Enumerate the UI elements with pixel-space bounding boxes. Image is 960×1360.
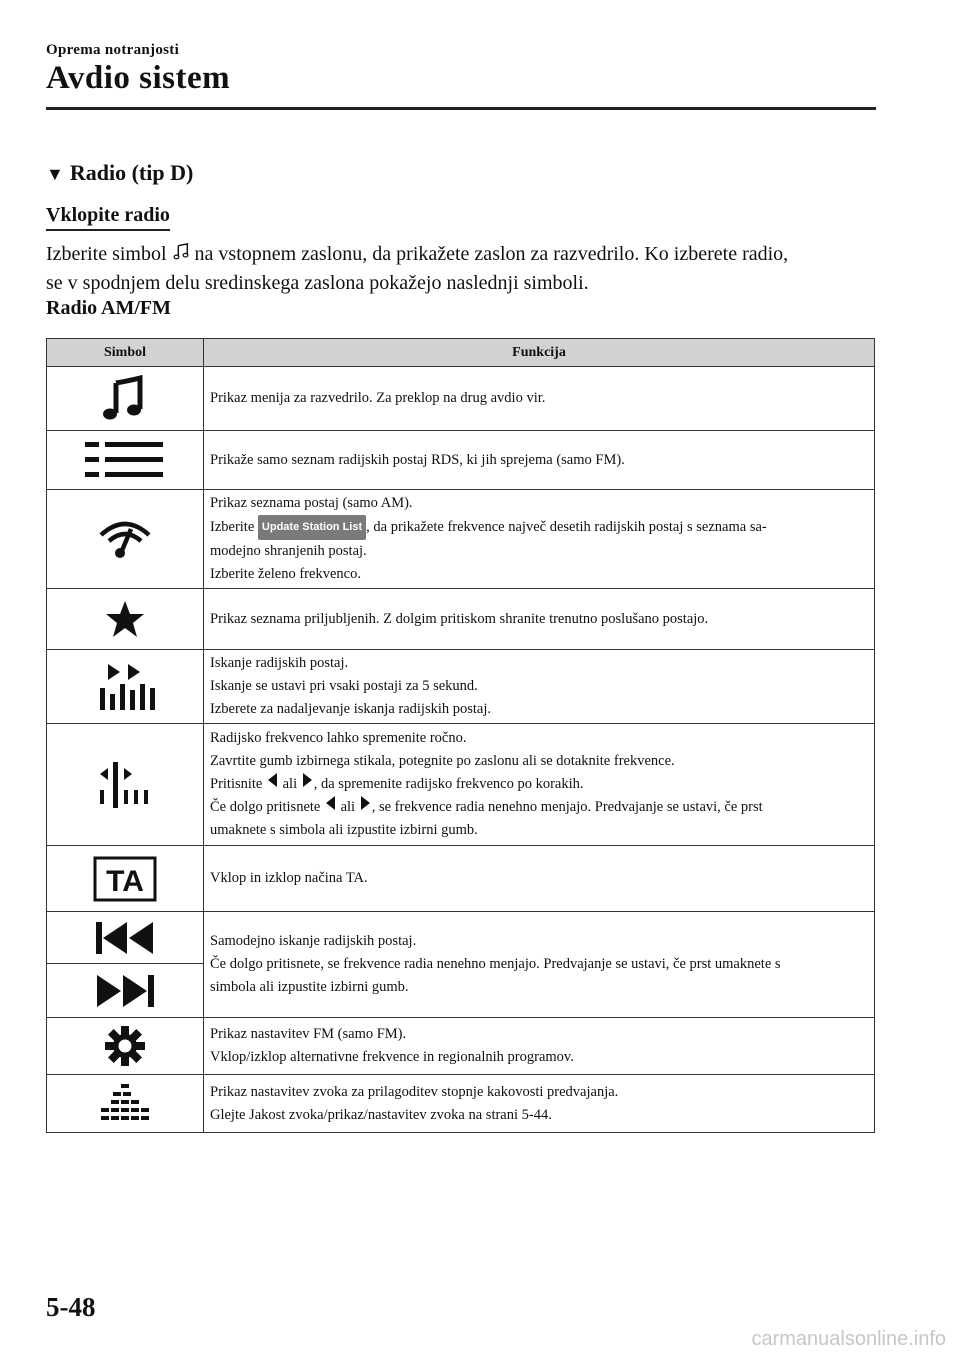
symbol-table xyxy=(46,338,875,1133)
function-text-part: , da prikažete frekvence največ desetih radijskih postaj s seznama sa- xyxy=(366,519,767,535)
function-cell xyxy=(204,490,875,589)
function-text: Vklop/izklop alternativne frekvence in regionalnih programov. xyxy=(210,1049,574,1065)
intro-text-a: Izberite simbol xyxy=(46,243,167,265)
function-text: Prikaz nastavitev zvoka za prilagoditev stopnje kakovosti predvajanja. xyxy=(210,1083,619,1100)
symbol-cell xyxy=(47,1075,204,1133)
function-text: Vklop in izklop načina TA. xyxy=(210,870,368,886)
update-station-list-button[interactable]: Update Station List xyxy=(258,515,366,540)
table-row xyxy=(47,846,875,912)
tuning-icon xyxy=(98,762,152,808)
function-text: Izberete za nadaljevanje iskanja radijskih postaj. xyxy=(210,701,492,717)
skip-back-icon xyxy=(94,920,156,956)
table-header-row xyxy=(47,339,875,367)
function-text: simbola ali izpustite izbirni gumb. xyxy=(210,979,409,995)
music-note-icon xyxy=(172,243,190,261)
table-row xyxy=(47,1075,875,1133)
function-text: Radijsko frekvenco lahko spremenite ročno. xyxy=(210,730,467,746)
section-title-text: Radio (tip D) xyxy=(69,160,194,185)
star-icon xyxy=(105,599,145,639)
function-text-part: , da spremenite radijsko frekvenco po korakih. xyxy=(313,776,584,792)
symbol-cell xyxy=(47,490,204,589)
scan-icon xyxy=(94,662,156,712)
page-number: 5-48 xyxy=(46,1292,96,1322)
gear-icon xyxy=(104,1025,146,1067)
triangle-marker-icon: ▼ xyxy=(46,164,64,184)
function-text-part: Če dolgo pritisnete xyxy=(210,799,324,815)
function-text: Prikaz menija za razvedrilo. Za preklop na drug avdio vir. xyxy=(210,390,546,406)
function-cell xyxy=(204,367,875,431)
function-text: Iskanje radijskih postaj. xyxy=(210,655,349,671)
function-text-part: Pritisnite xyxy=(210,776,266,792)
antenna-signal-icon xyxy=(97,519,153,559)
list-icon xyxy=(85,440,165,480)
function-text: modejno shranjenih postaj. xyxy=(210,543,367,559)
function-text-part: Izberite xyxy=(210,519,258,535)
function-text-part: ali xyxy=(336,799,359,815)
symbol-cell xyxy=(47,846,204,912)
intro-text-b: na vstopnem zaslonu, da prikažete zaslon za razvedrilo. Ko izberete radio, xyxy=(189,243,789,265)
step-down-icon[interactable] xyxy=(268,773,277,787)
ta-icon-text: TA xyxy=(106,864,144,898)
step-up-icon[interactable] xyxy=(361,796,370,810)
sound-settings-icon xyxy=(97,1082,153,1126)
table-row xyxy=(47,724,875,846)
header-divider xyxy=(46,107,876,110)
table-row xyxy=(47,431,875,490)
function-cell xyxy=(204,431,875,490)
function-text: Prikaz seznama postaj (samo AM). xyxy=(210,495,413,511)
ta-icon xyxy=(93,856,157,902)
function-text-part: , se frekvence radia nenehno menjajo. Predvajanje se ustavi, če prst xyxy=(371,799,763,815)
symbol-cell xyxy=(47,650,204,724)
intro-line-2: se v spodnjem delu sredinskega zaslona pokažejo naslednji simboli. xyxy=(46,272,589,294)
intro-line-1 xyxy=(46,240,881,269)
function-text: umaknete s simbola ali izpustite izbirni gumb. xyxy=(210,822,478,838)
watermark: carmanualsonline.info xyxy=(751,1328,946,1350)
table-row xyxy=(47,1018,875,1075)
function-cell xyxy=(204,650,875,724)
table-row xyxy=(47,912,875,964)
page-title: Avdio sistem xyxy=(46,60,231,96)
function-cell xyxy=(204,846,875,912)
function-text: Prikaz nastavitev FM (samo FM). xyxy=(210,1026,407,1042)
skip-forward-icon xyxy=(94,973,156,1009)
table-row xyxy=(47,367,875,431)
function-cell xyxy=(204,1018,875,1075)
table-row xyxy=(47,490,875,589)
chapter-label: Oprema notranjosti xyxy=(46,42,180,58)
symbol-cell xyxy=(47,964,204,1018)
symbol-cell xyxy=(47,912,204,964)
function-text: Zavrtite gumb izbirnega stikala, potegnite po zaslonu ali se dotaknite frekvence. xyxy=(210,753,675,769)
function-text xyxy=(210,515,868,540)
symbol-cell xyxy=(47,724,204,846)
radio-type-heading: Radio AM/FM xyxy=(46,297,171,319)
header-symbol: Simbol xyxy=(47,339,204,367)
function-text: Izberite želeno frekvenco. xyxy=(210,566,361,582)
function-text: Glejte Jakost zvoka/prikaz/nastavitev zvoka na strani 5-44. xyxy=(210,1106,552,1123)
symbol-cell xyxy=(47,367,204,431)
function-cell xyxy=(204,1075,875,1133)
function-cell xyxy=(204,589,875,650)
function-cell xyxy=(204,912,875,1018)
function-text: Prikaz seznama priljubljenih. Z dolgim pritiskom shranite trenutno poslušano postajo. xyxy=(210,610,709,627)
header-function: Funkcija xyxy=(204,339,875,367)
function-text xyxy=(210,796,868,819)
subsection-title: Vklopite radio xyxy=(46,204,170,231)
function-text-part: ali xyxy=(279,776,301,792)
symbol-cell xyxy=(47,431,204,490)
function-text: Samodejno iskanje radijskih postaj. xyxy=(210,933,417,949)
table-row xyxy=(47,589,875,650)
intro-paragraph xyxy=(46,240,881,298)
function-text: Prikaže samo seznam radijskih postaj RDS, ki jih sprejema (samo FM). xyxy=(210,451,625,468)
music-note-icon xyxy=(100,375,150,423)
symbol-cell xyxy=(47,589,204,650)
function-cell xyxy=(204,724,875,846)
function-text: Če dolgo pritisnete, se frekvence radia nenehno menjajo. Predvajanje se ustavi, če prst umaknete s xyxy=(210,956,781,972)
table-row xyxy=(47,650,875,724)
symbol-cell xyxy=(47,1018,204,1075)
function-text xyxy=(210,773,868,796)
step-up-icon[interactable] xyxy=(303,773,312,787)
step-down-icon[interactable] xyxy=(326,796,335,810)
section-title xyxy=(46,160,193,186)
function-text: Iskanje se ustavi pri vsaki postaji za 5 sekund. xyxy=(210,678,478,694)
